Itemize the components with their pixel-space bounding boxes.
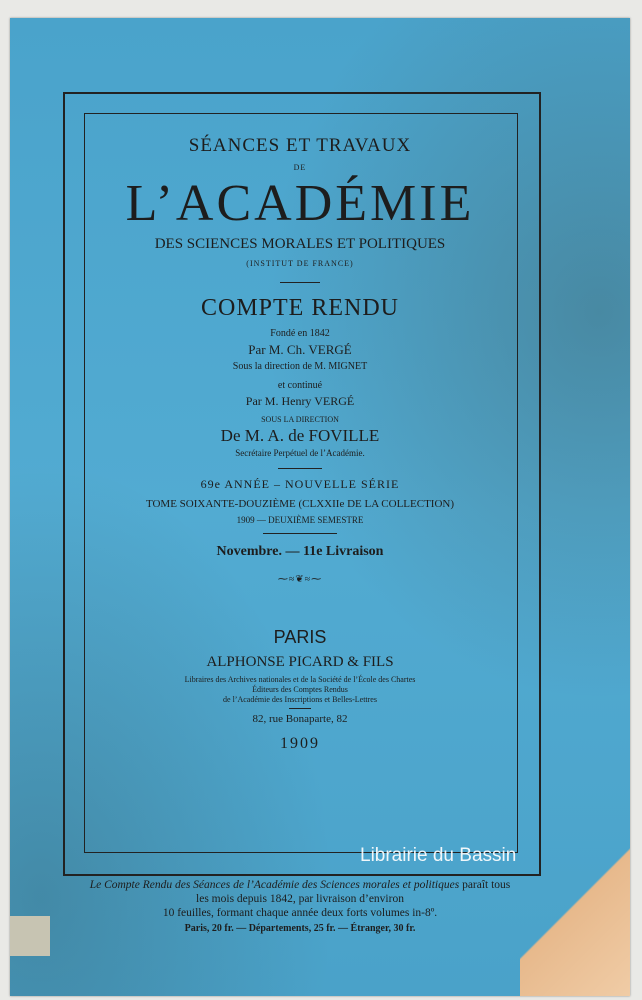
notice-rest2: 10 feuilles, formant chaque année deux forts volumes in-8º. xyxy=(162,907,438,919)
divider xyxy=(289,708,311,709)
notice-italic: Le Compte Rendu des Séances de l’Académie des Sciences morales et politiques xyxy=(89,879,460,891)
prices-line: Paris, 20 fr. — Départements, 25 fr. — Étranger, 30 fr. xyxy=(184,923,416,934)
libraires-line: Libraires des Archives nationales et de la Société de l’École des Chartes xyxy=(184,675,416,684)
divider xyxy=(263,533,337,534)
director-name: De M. A. de FOVILLE xyxy=(220,426,380,445)
editeurs-line: Éditeurs des Comptes Rendus xyxy=(252,685,348,694)
founder-line: Par M. Ch. VERGÉ xyxy=(248,342,352,357)
academie-title: L’ACADÉMIE xyxy=(125,175,475,232)
secretary-line: Secrétaire Perpétuel de l’Académie. xyxy=(235,448,365,458)
worn-patch xyxy=(10,916,50,956)
continued-line: et continué xyxy=(277,380,323,391)
divider xyxy=(280,282,320,283)
de-line: DE xyxy=(293,163,307,172)
annee-line: 69e ANNÉE – NOUVELLE SÉRIE xyxy=(200,477,400,491)
continuer-line: Par M. Henry VERGÉ xyxy=(245,394,355,408)
divider xyxy=(278,468,322,469)
publisher-name: ALPHONSE PICARD & FILS xyxy=(206,654,394,670)
notice-rest1: paraît tous les mois depuis 1842, par livraison d’environ xyxy=(196,879,511,905)
sciences-subtitle: DES SCIENCES MORALES ET POLITIQUES xyxy=(154,236,446,252)
bookseller-watermark: Librairie du Bassin xyxy=(360,845,517,866)
founded-line: Fondé en 1842 xyxy=(270,328,330,339)
direction-line: Sous la direction de M. MIGNET xyxy=(232,361,368,372)
tome-line: TOME SOIXANTE-DOUZIÈME (CLXXIIe DE LA COLLECTION) xyxy=(145,498,455,510)
direction-label: SOUS LA DIRECTION xyxy=(261,415,339,424)
title-block xyxy=(84,113,516,753)
compte-rendu-heading: COMPTE RENDU xyxy=(200,295,399,321)
address-line: 82, rue Bonaparte, 82 xyxy=(252,713,348,725)
notice-text xyxy=(84,878,516,906)
institut-line: (INSTITUT DE FRANCE) xyxy=(246,259,354,268)
semester-line: 1909 — DEUXIÈME SEMESTRE xyxy=(236,515,364,525)
publication-year: 1909 xyxy=(280,735,320,752)
subscription-notice xyxy=(84,878,516,936)
seances-heading: SÉANCES ET TRAVAUX xyxy=(188,135,412,156)
city-line: PARIS xyxy=(273,627,327,647)
academie-inscriptions-line: de l’Académie des Inscriptions et Belles-Lettres xyxy=(223,695,377,704)
livraison-line: Novembre. — 11e Livraison xyxy=(216,544,384,559)
ornament-icon: ⁓≈❦≈⁓ xyxy=(277,574,323,585)
